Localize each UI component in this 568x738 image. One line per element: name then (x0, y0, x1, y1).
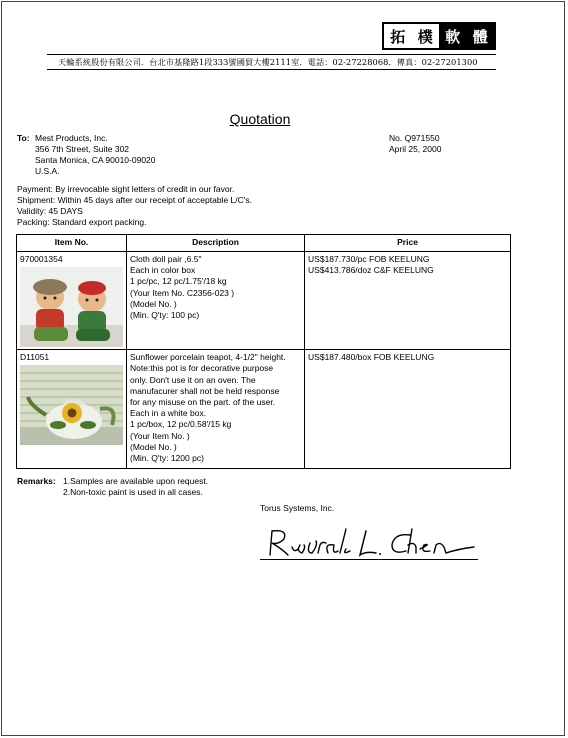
price-cell (305, 350, 511, 469)
item-number: D11051 (20, 352, 50, 363)
quotation-date: April 25, 2000 (389, 144, 442, 154)
description-line: (Your Item No. C2356-023 ) (130, 287, 235, 298)
remark-line-1: 1.Samples are available upon request. (63, 476, 209, 486)
logo-char-4: 體 (467, 24, 495, 48)
description-line: (Model No. ) (130, 298, 177, 309)
description-line: Sunflower porcelain teapot, 4-1/2" height. (130, 352, 286, 363)
table-row (17, 252, 511, 350)
signature-rule (260, 559, 478, 560)
description-line: Each in color box (130, 265, 196, 276)
description-line: only. Don't use it on an oven. The (130, 374, 256, 385)
description-line: Cloth doll pair ,6.5" (130, 254, 202, 264)
remark-line-2: 2.Non-toxic paint is used in all cases. (63, 487, 203, 497)
company-logo (382, 22, 496, 50)
description-line: (Model No. ) (130, 441, 177, 452)
logo-char-3: 軟 (439, 24, 467, 48)
description-line: 1 pc/box, 12 pc/0.58'/15 kg (130, 419, 232, 430)
header-rule-bottom (47, 69, 496, 70)
remarks-label: Remarks: (17, 476, 56, 486)
description-line: (Min. Q'ty: 1200 pc) (130, 453, 204, 464)
shipment-term: Shipment: Within 45 days after our receipt of acceptable L/C's. (17, 195, 253, 205)
description-line: (Your Item No. ) (130, 430, 190, 441)
description-line: Note:this pot is for decorative purpose (130, 363, 274, 374)
description-line: manufacurer shall not be held response (130, 385, 280, 396)
item-cell (17, 252, 127, 350)
items-table (16, 234, 511, 469)
to-line-3: Santa Monica, CA 90010-09020 (35, 155, 156, 165)
description-cell (127, 252, 305, 350)
header-price: Price (305, 235, 511, 252)
handwritten-signature (262, 525, 480, 561)
packing-term: Packing: Standard export packing. (17, 217, 147, 227)
company-address-line: 天輪系統股份有限公司．台北市基隆路1段333號國貿大樓2111室．電話：02-27228068．傳真：02-27201300 (58, 57, 478, 67)
payment-term: Payment: By irrevocable sight letters of credit in our favor. (17, 184, 235, 194)
to-line-2: 356 7th Street, Suite 302 (35, 144, 130, 154)
header-description: Description (127, 235, 305, 252)
logo-char-1: 拓 (384, 24, 412, 48)
description-line: (Min. Q'ty: 100 pc) (130, 310, 200, 321)
item-number: 970001354 (20, 254, 63, 264)
price-cell (305, 252, 511, 350)
logo-char-2: 樸 (412, 24, 440, 48)
teapot-photo (20, 365, 123, 445)
to-line-4: U.S.A. (35, 166, 60, 176)
table-header-row (17, 235, 511, 252)
price-line: US$187.480/box FOB KEELUNG (308, 352, 435, 363)
description-line: for any misuse on the part. of the user. (130, 397, 276, 408)
item-cell (17, 350, 127, 469)
header-item-no: Item No. (17, 235, 127, 252)
doll-photo (20, 267, 123, 347)
validity-term: Validity: 45 DAYS (17, 206, 83, 216)
price-line: US$187.730/pc FOB KEELUNG (308, 254, 430, 264)
to-label: To: (17, 133, 30, 143)
quotation-number: No. Q971550 (389, 133, 440, 143)
description-cell (127, 350, 305, 469)
description-line: Each in a white box. (130, 408, 207, 419)
header-rule-top (47, 54, 496, 55)
document-title: Quotation (229, 111, 291, 127)
table-row (17, 350, 511, 469)
signature-company: Torus Systems, Inc. (260, 503, 335, 513)
price-line: US$413.786/doz C&F KEELUNG (308, 265, 434, 276)
description-line: 1 pc/pc, 12 pc/1.75'/18 kg (130, 276, 227, 287)
to-line-1: Mest Products, Inc. (35, 133, 108, 143)
